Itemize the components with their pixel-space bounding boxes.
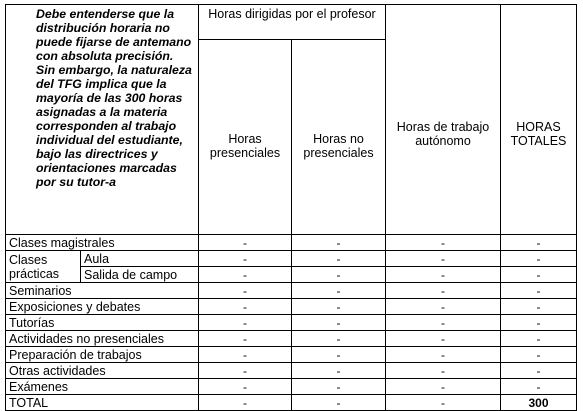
cell-totales: -	[501, 299, 577, 315]
cell-autonomo: -	[386, 283, 501, 299]
cell-presenciales: -	[199, 267, 292, 283]
cell-totales: -	[501, 347, 577, 363]
row-label: Exámenes	[6, 379, 199, 395]
table-row	[6, 363, 577, 379]
cell-autonomo: -	[386, 299, 501, 315]
cell-totales: -	[501, 315, 577, 331]
cell-presenciales: -	[199, 347, 292, 363]
cell-autonomo: -	[386, 363, 501, 379]
cell-no-presenciales: -	[292, 331, 386, 347]
table-row	[6, 299, 577, 315]
cell-total-hours: 300	[501, 395, 577, 411]
cell-presenciales: -	[199, 363, 292, 379]
table-row	[6, 283, 577, 299]
row-label: Otras actividades	[6, 363, 199, 379]
note-cell: Debe entenderse que la distribución horaria no puede fijarse de antemano con absoluta precisión. Sin embargo, la naturaleza del TFG implica que la mayoría de las 300 horas asignadas a la materia corresponden al trabajo individual del estudiante, bajo las directrices y orientaciones marcadas por su tutor-a	[6, 5, 199, 235]
cell-autonomo: -	[386, 331, 501, 347]
table-row	[6, 315, 577, 331]
cell-presenciales: -	[199, 331, 292, 347]
total-row	[6, 395, 577, 411]
cell-autonomo: -	[386, 347, 501, 363]
cell-no-presenciales: -	[292, 251, 386, 267]
row-label: Clases prácticas	[6, 251, 81, 283]
hours-distribution-table	[5, 4, 577, 411]
header-directed-hours: Horas dirigidas por el profesor	[199, 5, 386, 40]
cell-presenciales: -	[199, 235, 292, 251]
table-row	[6, 251, 577, 267]
cell-totales: -	[501, 251, 577, 267]
cell-no-presenciales: -	[292, 235, 386, 251]
cell-no-presenciales: -	[292, 299, 386, 315]
row-label: Preparación de trabajos	[6, 347, 199, 363]
header-total-hours: HORAS TOTALES	[501, 5, 577, 235]
cell-totales: -	[501, 283, 577, 299]
cell-no-presenciales: -	[292, 347, 386, 363]
document-page	[5, 4, 577, 411]
cell-autonomo: -	[386, 395, 501, 411]
header-row-top	[6, 5, 577, 40]
table-row	[6, 267, 577, 283]
cell-no-presenciales: -	[292, 267, 386, 283]
cell-autonomo: -	[386, 315, 501, 331]
cell-totales: -	[501, 267, 577, 283]
table-row	[6, 347, 577, 363]
cell-no-presenciales: -	[292, 363, 386, 379]
cell-presenciales: -	[199, 395, 292, 411]
cell-presenciales: -	[199, 251, 292, 267]
row-label: Seminarios	[6, 283, 199, 299]
cell-presenciales: -	[199, 379, 292, 395]
row-label: Exposiciones y debates	[6, 299, 199, 315]
cell-totales: -	[501, 331, 577, 347]
cell-no-presenciales: -	[292, 395, 386, 411]
cell-no-presenciales: -	[292, 315, 386, 331]
row-label: Tutorías	[6, 315, 199, 331]
cell-autonomo: -	[386, 251, 501, 267]
cell-presenciales: -	[199, 283, 292, 299]
table-row	[6, 331, 577, 347]
row-sublabel: Salida de campo	[81, 267, 199, 283]
cell-no-presenciales: -	[292, 379, 386, 395]
cell-presenciales: -	[199, 315, 292, 331]
cell-totales: -	[501, 363, 577, 379]
cell-totales: -	[501, 379, 577, 395]
cell-totales: -	[501, 235, 577, 251]
cell-autonomo: -	[386, 379, 501, 395]
row-label: Actividades no presenciales	[6, 331, 199, 347]
row-label: Clases magistrales	[6, 235, 199, 251]
cell-no-presenciales: -	[292, 283, 386, 299]
cell-presenciales: -	[199, 299, 292, 315]
table-row	[6, 379, 577, 395]
header-autonomous-hours: Horas de trabajo autónomo	[386, 5, 501, 235]
row-sublabel: Aula	[81, 251, 199, 267]
cell-autonomo: -	[386, 267, 501, 283]
total-label: TOTAL	[6, 395, 199, 411]
table-row	[6, 235, 577, 251]
cell-autonomo: -	[386, 235, 501, 251]
header-presenciales: Horas presenciales	[199, 40, 292, 235]
header-no-presenciales: Horas no presenciales	[292, 40, 386, 235]
